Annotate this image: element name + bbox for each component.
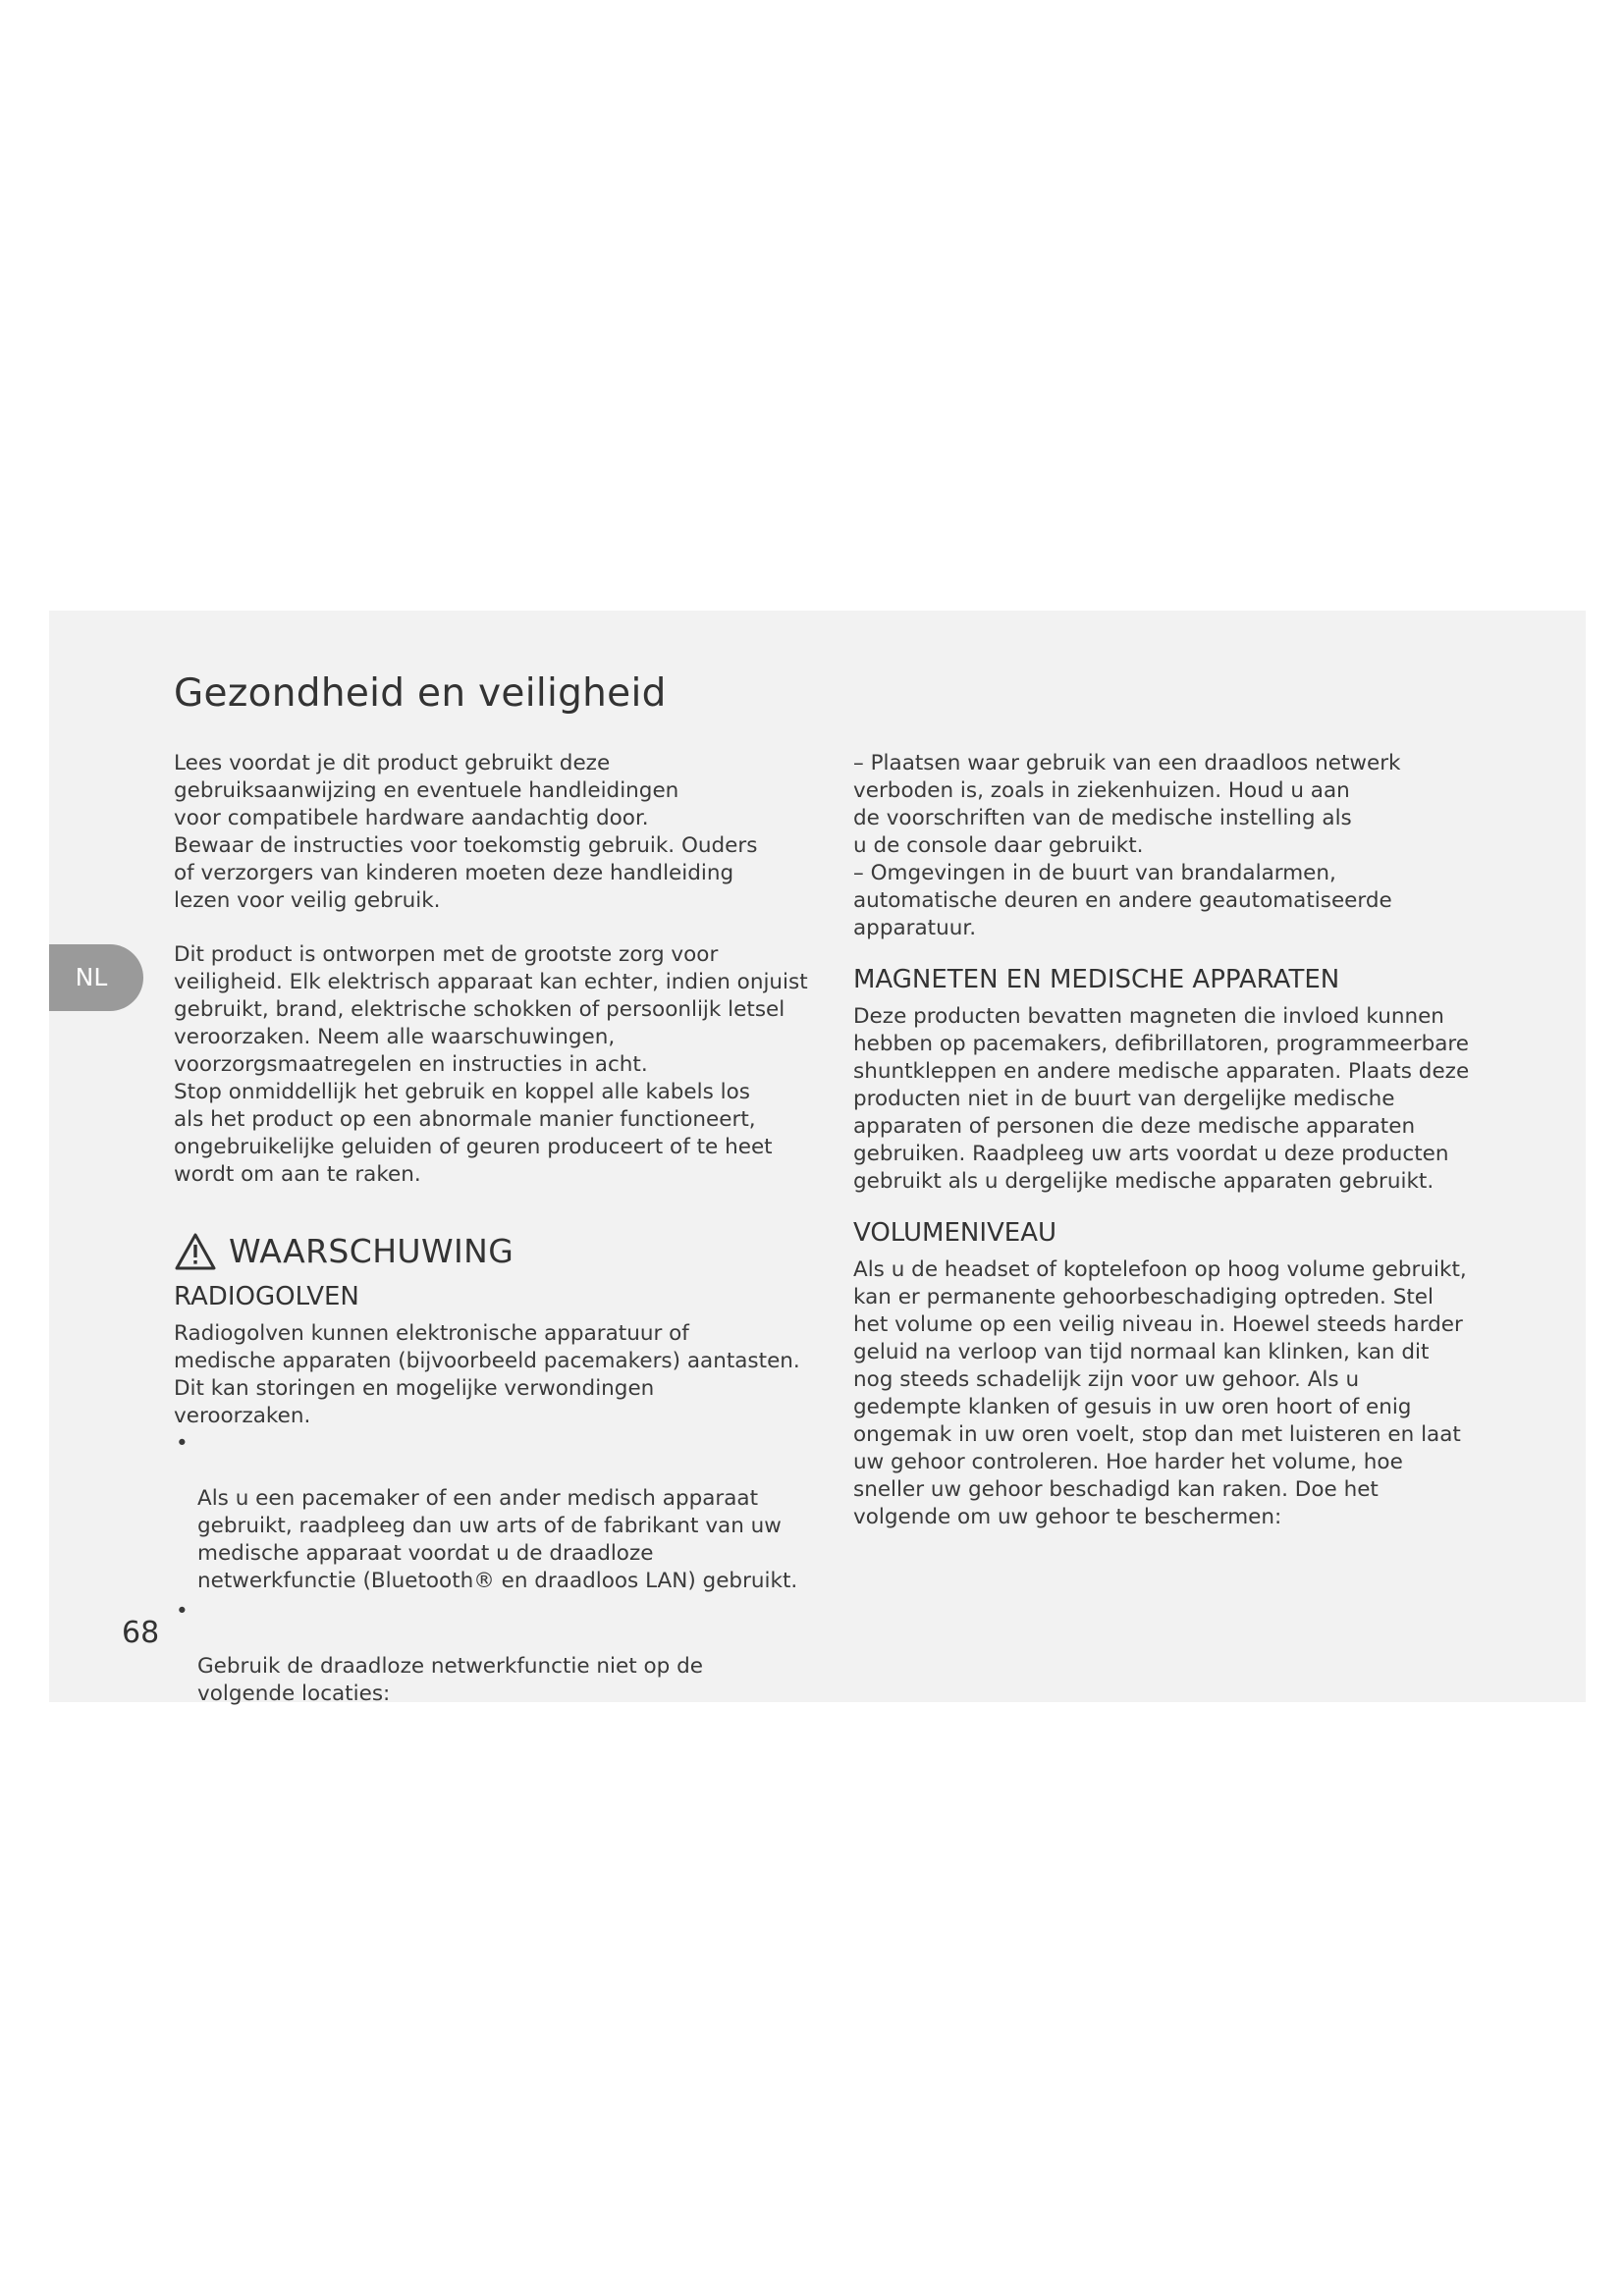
right-column xyxy=(853,750,1491,1531)
radio-waves-heading: RADIOGOLVEN xyxy=(174,1282,359,1311)
bullet-text: Gebruik de draadloze netwerkfunctie niet op de volgende locaties: xyxy=(197,1654,704,1706)
magnets-heading: MAGNETEN EN MEDISCHE APPARATEN xyxy=(853,965,1340,994)
volume-heading: VOLUMENIVEAU xyxy=(853,1218,1057,1248)
volume-text: Als u de headset of koptelefoon op hoog volume gebruikt, kan er permanente gehoorbeschadiging optreden. Stel het volume op een veilig niveau in. Hoewel steeds harder geluid na verloop van tijd normaal kan klinken, kan dit nog steeds schadelijk zijn voor uw gehoor. Als u gedempte klanken of gesuis in uw oren hoort of enig ongemak in uw oren voelt, stop dan met luisteren en laat uw gehoor controleren. Hoe harder het volume, hoe sneller uw gehoor beschadigd kan raken. Doe het volgende om uw gehoor te beschermen: xyxy=(853,1257,1467,1529)
warning-triangle-icon xyxy=(174,1232,217,1271)
warning-heading xyxy=(174,1230,822,1273)
magnets-text: Deze producten bevatten magneten die invloed kunnen hebben op pacemakers, defibrillatoren, programmeerbare shuntkleppen en andere medische apparaten. Plaats deze producten niet in de buurt van dergelijke medische apparaten of personen die deze medische apparaten gebruiken. Raadpleeg uw arts voordat u deze producten gebruikt als u dergelijke medische apparaten gebruikt. xyxy=(853,1004,1470,1194)
list-item xyxy=(174,1430,822,1595)
location-item: – Plaatsen waar gebruik van een draadloos netwerk verboden is, zoals in ziekenhuizen. Houd u aan de voorschriften van de medische instelling als u de console daar gebruikt. xyxy=(853,751,1401,858)
left-column xyxy=(174,750,822,1711)
bullet-dot: • xyxy=(176,1431,189,1456)
radio-waves-text: Radiogolven kunnen elektronische apparatuur of medische apparaten (bijvoorbeeld pacemakers) aantasten. Dit kan storingen en mogelijke verwondingen veroorzaken. xyxy=(174,1321,800,1428)
paragraph-gap xyxy=(174,915,822,941)
location-item: – Omgevingen in de buurt van brandalarmen, automatische deuren en andere geautomatiseerde apparatuur. xyxy=(853,861,1392,940)
intro-paragraph-1: Lees voordat je dit product gebruikt deze gebruiksaanwijzing en eventuele handleidingen voor compatibele hardware aandachtig door. Bewaar de instructies voor toekomstig gebruik. Ouders of verzorgers van kinderen moeten deze handleiding lezen voor veilig gebruik. xyxy=(174,751,758,913)
page-title: Gezondheid en veiligheid xyxy=(174,671,667,716)
bullet-text: Als u een pacemaker of een ander medisch apparaat gebruikt, raadpleeg dan uw arts of de fabrikant van uw medische apparaat voordat u de draadloze netwerkfunctie (Bluetooth® en draadloos LAN) gebruikt. xyxy=(197,1486,798,1593)
bullet-dot: • xyxy=(176,1599,189,1624)
page-number: 68 xyxy=(122,1616,160,1650)
language-tab: NL xyxy=(49,944,143,1011)
list-item xyxy=(174,1598,822,1708)
intro-paragraph-2: Dit product is ontworpen met de grootste zorg voor veiligheid. Elk elektrisch apparaat kan echter, indien onjuist gebruikt, brand, elektrische schokken of persoonlijk letsel veroorzaken. Neem alle waarschuwingen, voorzorgsmaatregelen en instructies in acht. Stop onmiddellijk het gebruik en koppel alle kabels los als het product op een abnormale manier functioneert, ongebruikelijke geluiden of geuren produceert of te heet wordt om aan te raken. xyxy=(174,942,808,1187)
warning-title: WAARSCHUWING xyxy=(229,1232,514,1270)
